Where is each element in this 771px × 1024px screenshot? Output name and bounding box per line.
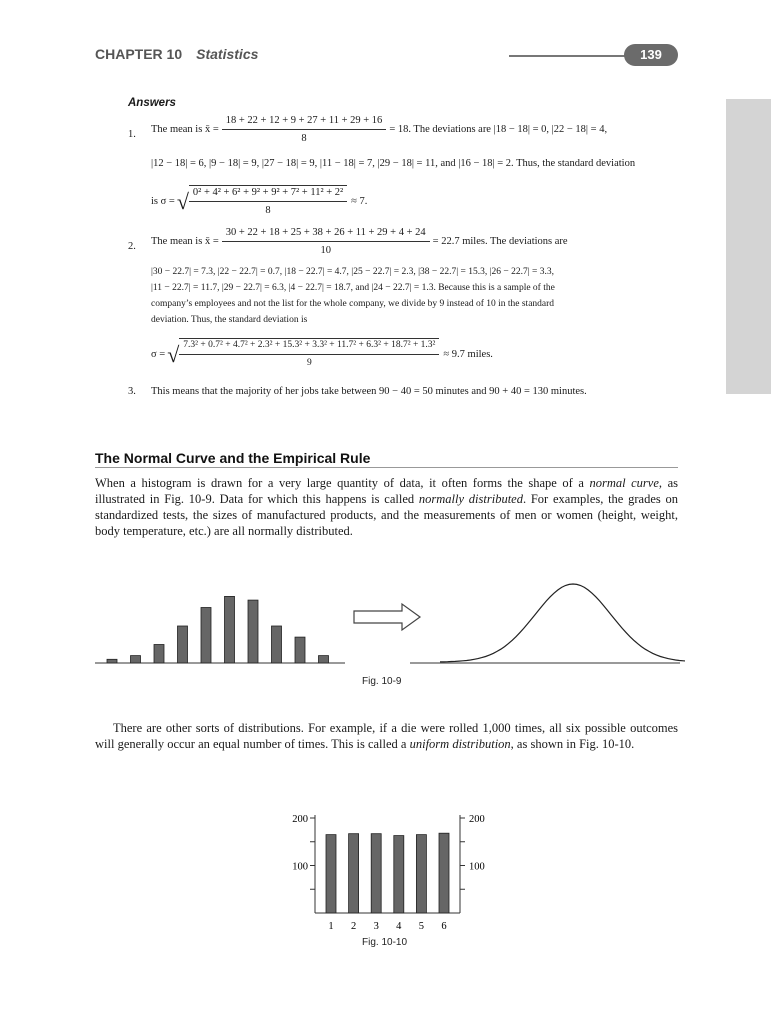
answer-1-after: = 18. The deviations are |18 − 18| = 0, |22 − 18| = 4,: [389, 123, 608, 135]
histogram-bar-9: [295, 637, 305, 663]
histogram-bar-10: [319, 656, 329, 663]
answer-2-line-4: company’s employees and not the list for the whole company, we divide by 9 instead of 10 in the standard: [151, 299, 555, 309]
histogram-bar-7: [248, 600, 258, 663]
histogram-bars: [107, 596, 329, 663]
answer-3-text: This means that the majority of her jobs take between 90 − 40 = 50 minutes and 90 + 40 = 130 minutes.: [151, 386, 587, 397]
answer-1-lead: The mean is x̄ =: [151, 123, 219, 135]
para1-text-b: , as illustrated in Fig. 10-9. Data for which this happens is called: [95, 476, 678, 506]
answer-2-line-2: |30 − 22.7| = 7.3, |22 − 22.7| = 0.7, |18 − 22.7| = 4.7, |25 − 22.7| = 2.3, |38 − 22.7| = 15.3, |26 − 22.7| = 3.3,: [151, 267, 554, 277]
section-rule: [95, 467, 678, 468]
answer-2-number: 2.: [128, 241, 136, 252]
histogram-bar-2: [131, 656, 141, 663]
radical-sign-icon: √: [176, 188, 189, 214]
answer-1-mean-line: [151, 114, 607, 144]
uniform-x-label-4: 4: [396, 921, 402, 932]
running-header: [95, 46, 258, 62]
answer-1-number: 1.: [128, 129, 136, 140]
section-title: The Normal Curve and the Empirical Rule: [95, 450, 371, 466]
answer-2-sd-fraction: [179, 338, 439, 370]
header-rule: [509, 55, 629, 57]
para1-em-normally-distributed: normally distributed: [418, 492, 523, 506]
answer-2-fraction: [222, 226, 430, 257]
figure-10-10: [270, 810, 500, 940]
para2-text-b: , as shown in Fig. 10-10.: [510, 737, 635, 751]
answer-1-fraction: [222, 114, 387, 145]
answer-2-sd-line: [151, 336, 493, 372]
para1-text-c: . For examples, the grades on standardized tests, the sizes of manufactured products, and the measurements of men or women (height, weight, body temperature, etc.) are all normally distributed.: [95, 492, 679, 538]
uniform-bars: [326, 833, 449, 913]
right-tick-label-100: 100: [469, 861, 485, 873]
histogram-bar-1: [107, 659, 117, 663]
radical-sign-icon: √: [167, 341, 180, 367]
para1-text-a: When a histogram is drawn for a very large quantity of data, it often forms the shape of a: [95, 476, 590, 490]
uniform-x-label-5: 5: [418, 921, 425, 932]
uniform-x-label-6: 6: [441, 921, 447, 932]
answer-3-number: 3.: [128, 386, 136, 397]
answer-1-sd-numerator: 0² + 4² + 6² + 9² + 9² + 7² + 11² + 2²: [189, 186, 347, 202]
histogram-bar-4: [178, 626, 188, 663]
histogram-bar-8: [272, 626, 282, 663]
uniform-x-label-3: 3: [373, 921, 379, 932]
answer-2-lead: The mean is x̄ =: [151, 235, 219, 247]
left-tick-label-100: 100: [292, 861, 308, 873]
section-paragraph-2: [95, 720, 678, 752]
answer-2-sd-lead: σ =: [151, 348, 166, 360]
answer-2-fraction-numerator: 30 + 22 + 18 + 25 + 38 + 26 + 11 + 29 + 4 + 24: [222, 226, 430, 242]
answer-1-sd-after: ≈ 7.: [351, 195, 368, 207]
answer-2-sd-after: ≈ 9.7 miles.: [443, 348, 493, 360]
uniform-x-label-1: 1: [328, 921, 334, 932]
section-paragraph-1: [95, 475, 678, 539]
right-tick-label-200: 200: [469, 814, 485, 825]
answer-2-after: = 22.7 miles. The deviations are: [432, 235, 568, 247]
chapter-label: CHAPTER 10: [95, 46, 183, 62]
uniform-bar-4: [394, 836, 404, 913]
answer-1-fraction-denominator: 8: [301, 132, 307, 144]
answer-1-sd-lead: is σ =: [151, 195, 175, 207]
uniform-bar-6: [439, 833, 449, 913]
answer-2-mean-line: [151, 226, 568, 256]
uniform-x-label-2: 2: [350, 921, 357, 932]
answer-2-line-3: |11 − 22.7| = 11.7, |29 − 22.7| = 6.3, |4 − 22.7| = 18.7, and |24 − 22.7| = 1.3. Because this is a sample of the: [151, 283, 555, 293]
uniform-bar-2: [349, 834, 359, 913]
para1-em-normal-curve: normal curve: [589, 476, 659, 490]
histogram-bar-5: [201, 608, 211, 664]
answer-1-sd-fraction: [189, 185, 347, 217]
para2-em-uniform-distribution: uniform distribution: [409, 737, 511, 751]
normal-curve-line: [440, 584, 685, 662]
page-number-badge: 139: [624, 44, 678, 66]
uniform-axis-ticks: [292, 814, 485, 889]
answers-heading: Answers: [128, 97, 176, 109]
figure-10-10-caption: Fig. 10-10: [362, 937, 408, 948]
figure-10-9-caption: Fig. 10-9: [362, 676, 402, 687]
answer-2-line-5: deviation. Thus, the standard deviation is: [151, 315, 308, 325]
answer-2-sd-numerator: 7.3² + 0.7² + 4.7² + 2.3² + 15.3² + 3.3² + 11.7² + 6.3² + 18.7² + 1.3²: [179, 339, 439, 355]
uniform-bar-3: [371, 834, 381, 913]
answer-1-fraction-numerator: 18 + 22 + 12 + 9 + 27 + 11 + 29 + 16: [222, 114, 387, 130]
right-arrow-icon: [354, 604, 420, 630]
chapter-subject: Statistics: [196, 46, 259, 62]
chapter-thumb-tab: [726, 99, 771, 394]
left-tick-label-200: 200: [292, 814, 308, 825]
answer-2-fraction-denominator: 10: [320, 244, 331, 256]
histogram-bar-6: [225, 596, 235, 663]
uniform-bar-5: [416, 835, 426, 913]
figure-10-9: [95, 570, 685, 670]
histogram-bar-3: [154, 645, 164, 664]
answer-2-sd-denominator: 9: [306, 358, 312, 368]
para2-text-a: There are other sorts of distributions. For example, if a die were rolled 1,000 times, all six possible outcomes will generally occur an equal number of times. This is called a: [95, 721, 678, 751]
uniform-x-labels: [328, 921, 446, 932]
answer-1-sd-line: [151, 183, 367, 219]
answer-1-line-2: |12 − 18| = 6, |9 − 18| = 9, |27 − 18| = 9, |11 − 18| = 7, |29 − 18| = 11, and |16 − 18| = 2. Thus, the standard deviation: [151, 158, 636, 169]
uniform-bar-1: [326, 835, 336, 913]
answer-1-sd-denominator: 8: [265, 205, 271, 216]
